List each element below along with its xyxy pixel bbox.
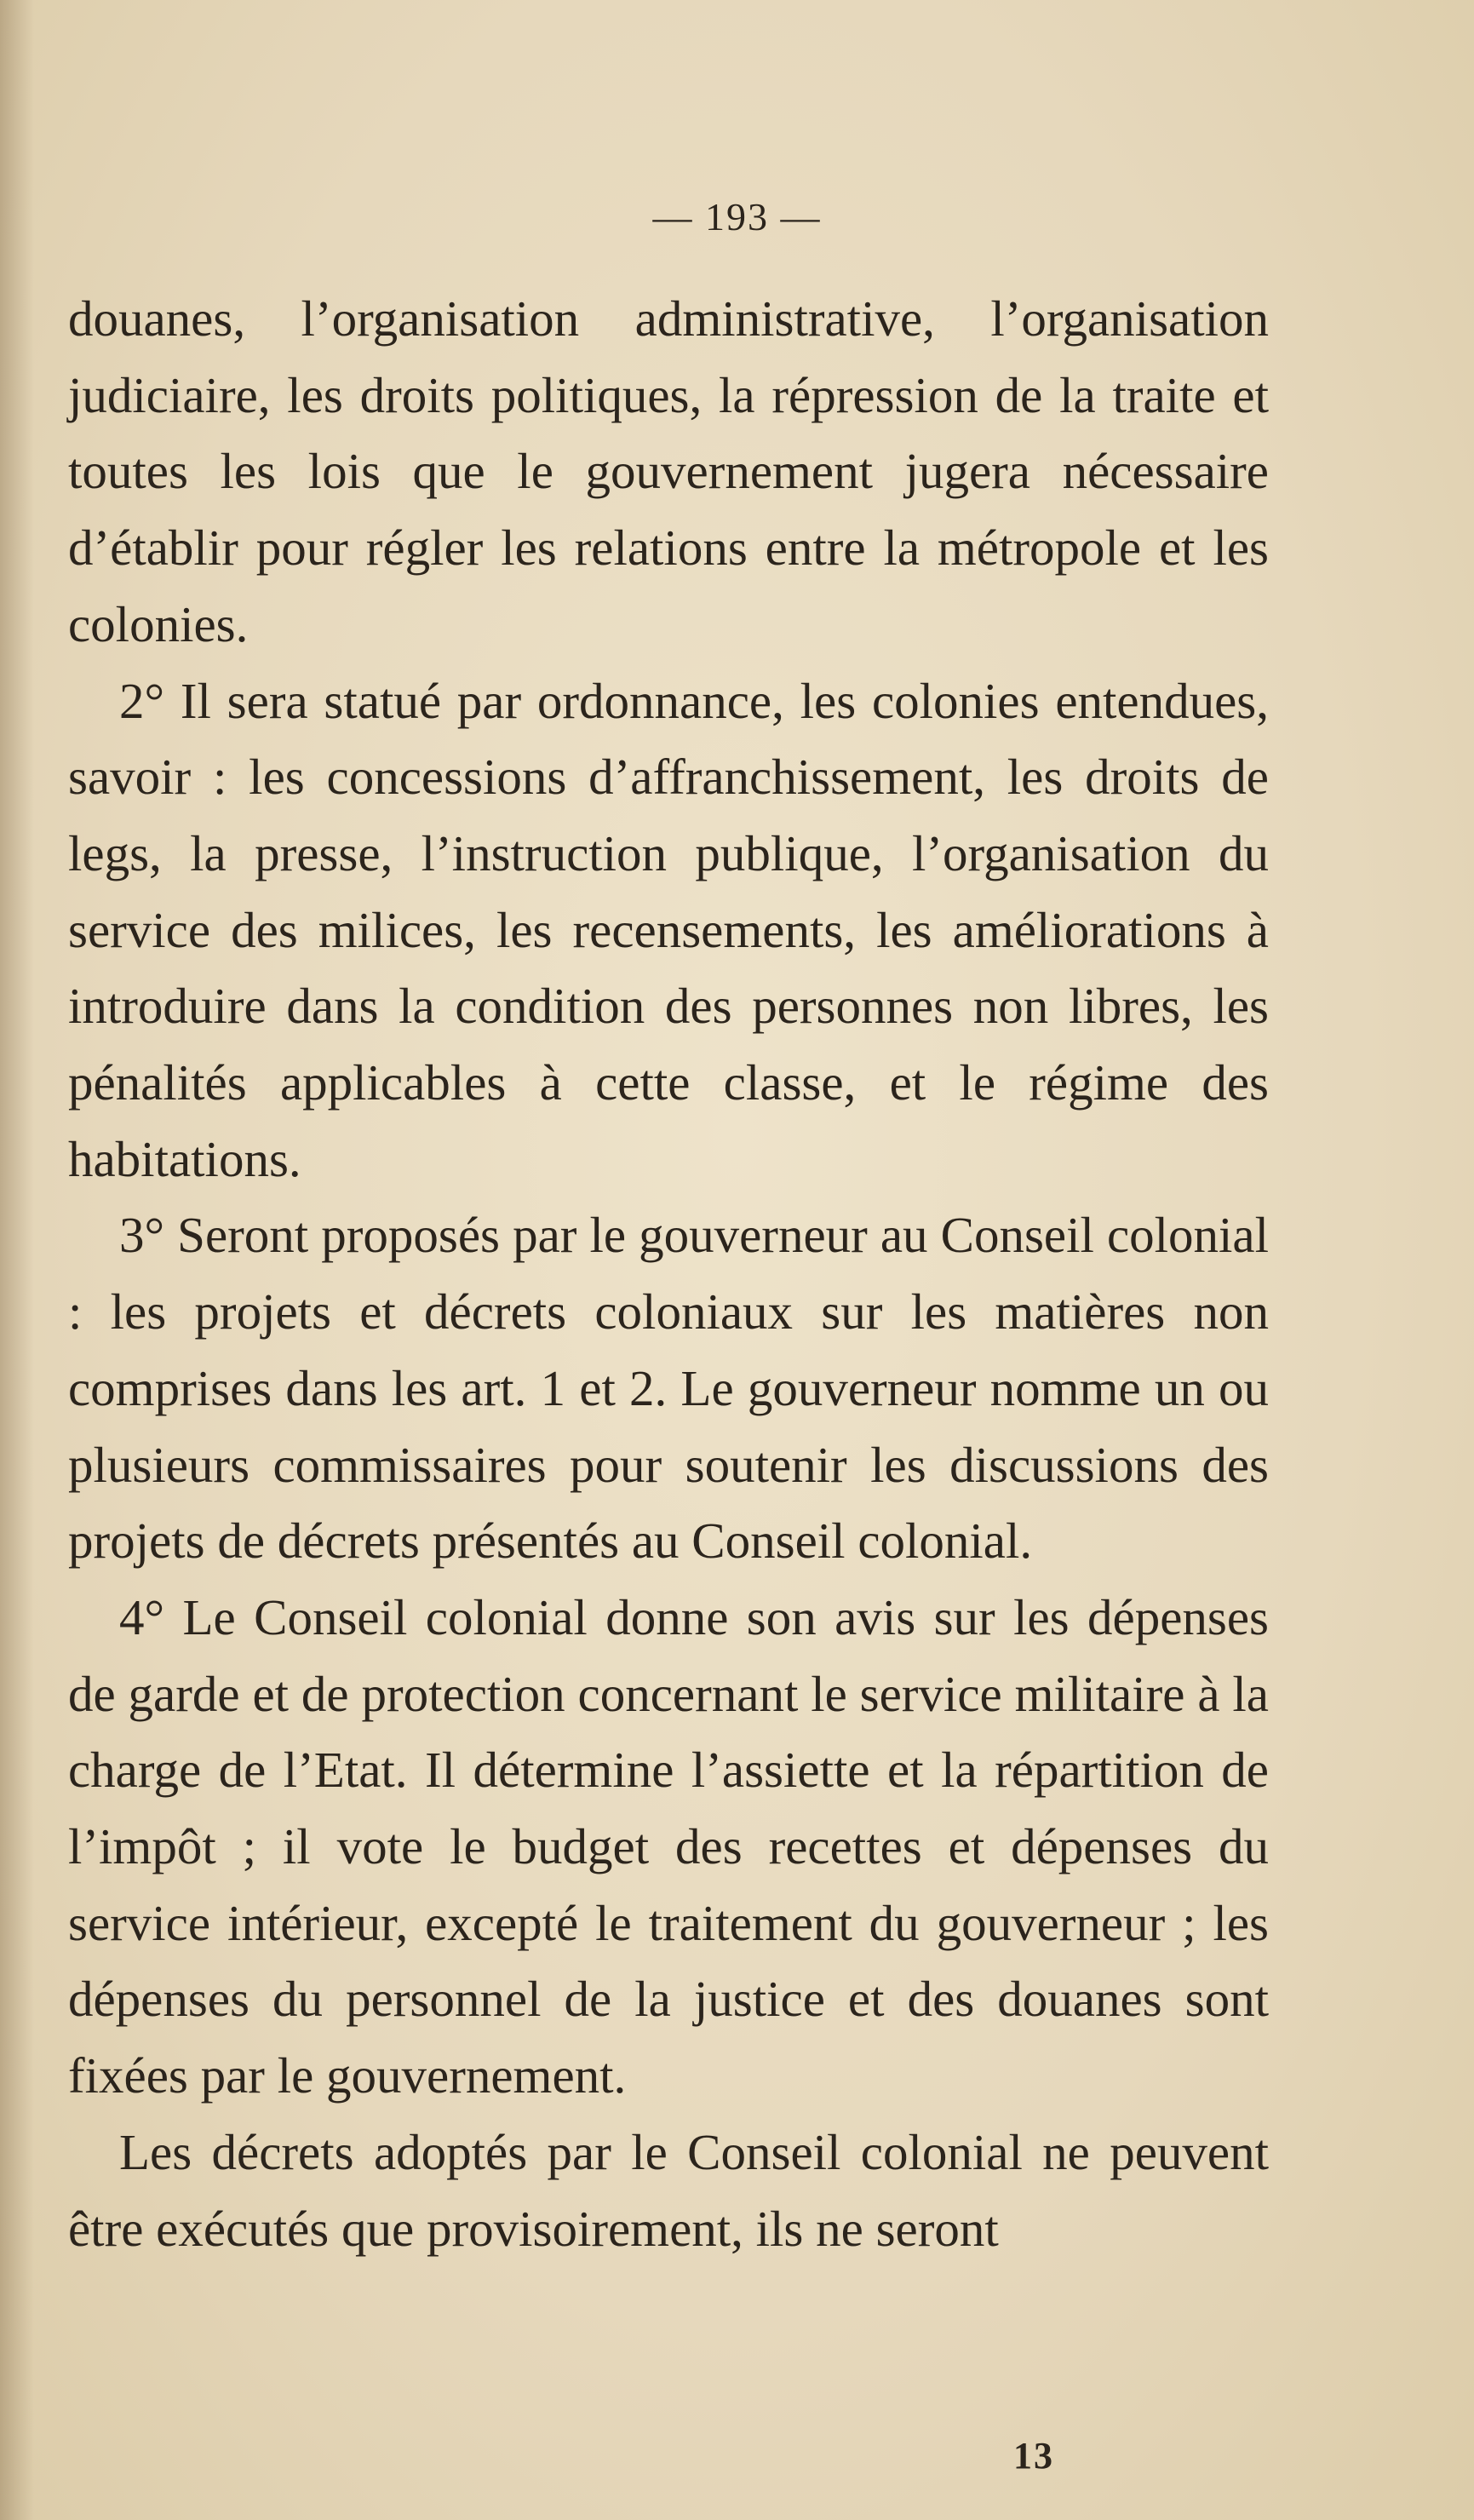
page-edge-shadow [0, 0, 34, 2520]
paragraph-article-2: 2° Il sera statué par ordonnance, les colonies entendues, savoir : les concessions d’affranchissement, les droits de legs, la presse, l’instruction publique, l’organisation du service des milices, les recensements, les améliorations à introduire dans la condition des personnes non libres, les pénalités applicables à cette classe, et le régime des habitations. [68, 672, 1269, 1187]
page-number-header: — 193 — [652, 195, 822, 238]
body-text [68, 281, 1269, 2267]
paragraph-continuation: douanes, l’organisation administrative, l’organisation judiciaire, les droits politiques, la répression de la traite et toutes les lois que le gouvernement jugera nécessaire d’établir pour régler les relations entre la métropole et les colonies. [68, 290, 1269, 652]
paragraph-article-3: 3° Seront proposés par le gouverneur au Conseil colonial : les projets et décrets coloniaux sur les matières non comprises dans les art. 1 et 2. Le gouverneur nomme un ou plusieurs commissaires pour soutenir les discussions des projets de décrets présentés au Conseil colonial. [68, 1207, 1269, 1570]
paragraph-decrets: Les décrets adoptés par le Conseil colonial ne peuvent être exécutés que provisoirement, ils ne seront [68, 2123, 1269, 2257]
paragraph-article-4: 4° Le Conseil colonial donne son avis sur les dépenses de garde et de protection concernant le service militaire à la charge de l’Etat. Il détermine l’assiette et la répartition de l’impôt ; il vote le budget des recettes et dépenses du service intérieur, excepté le traitement du gouverneur ; les dépenses du personnel de la justice et des douanes sont fixées par le gouvernement. [68, 1588, 1269, 2104]
signature-mark: 13 [1013, 2435, 1054, 2477]
